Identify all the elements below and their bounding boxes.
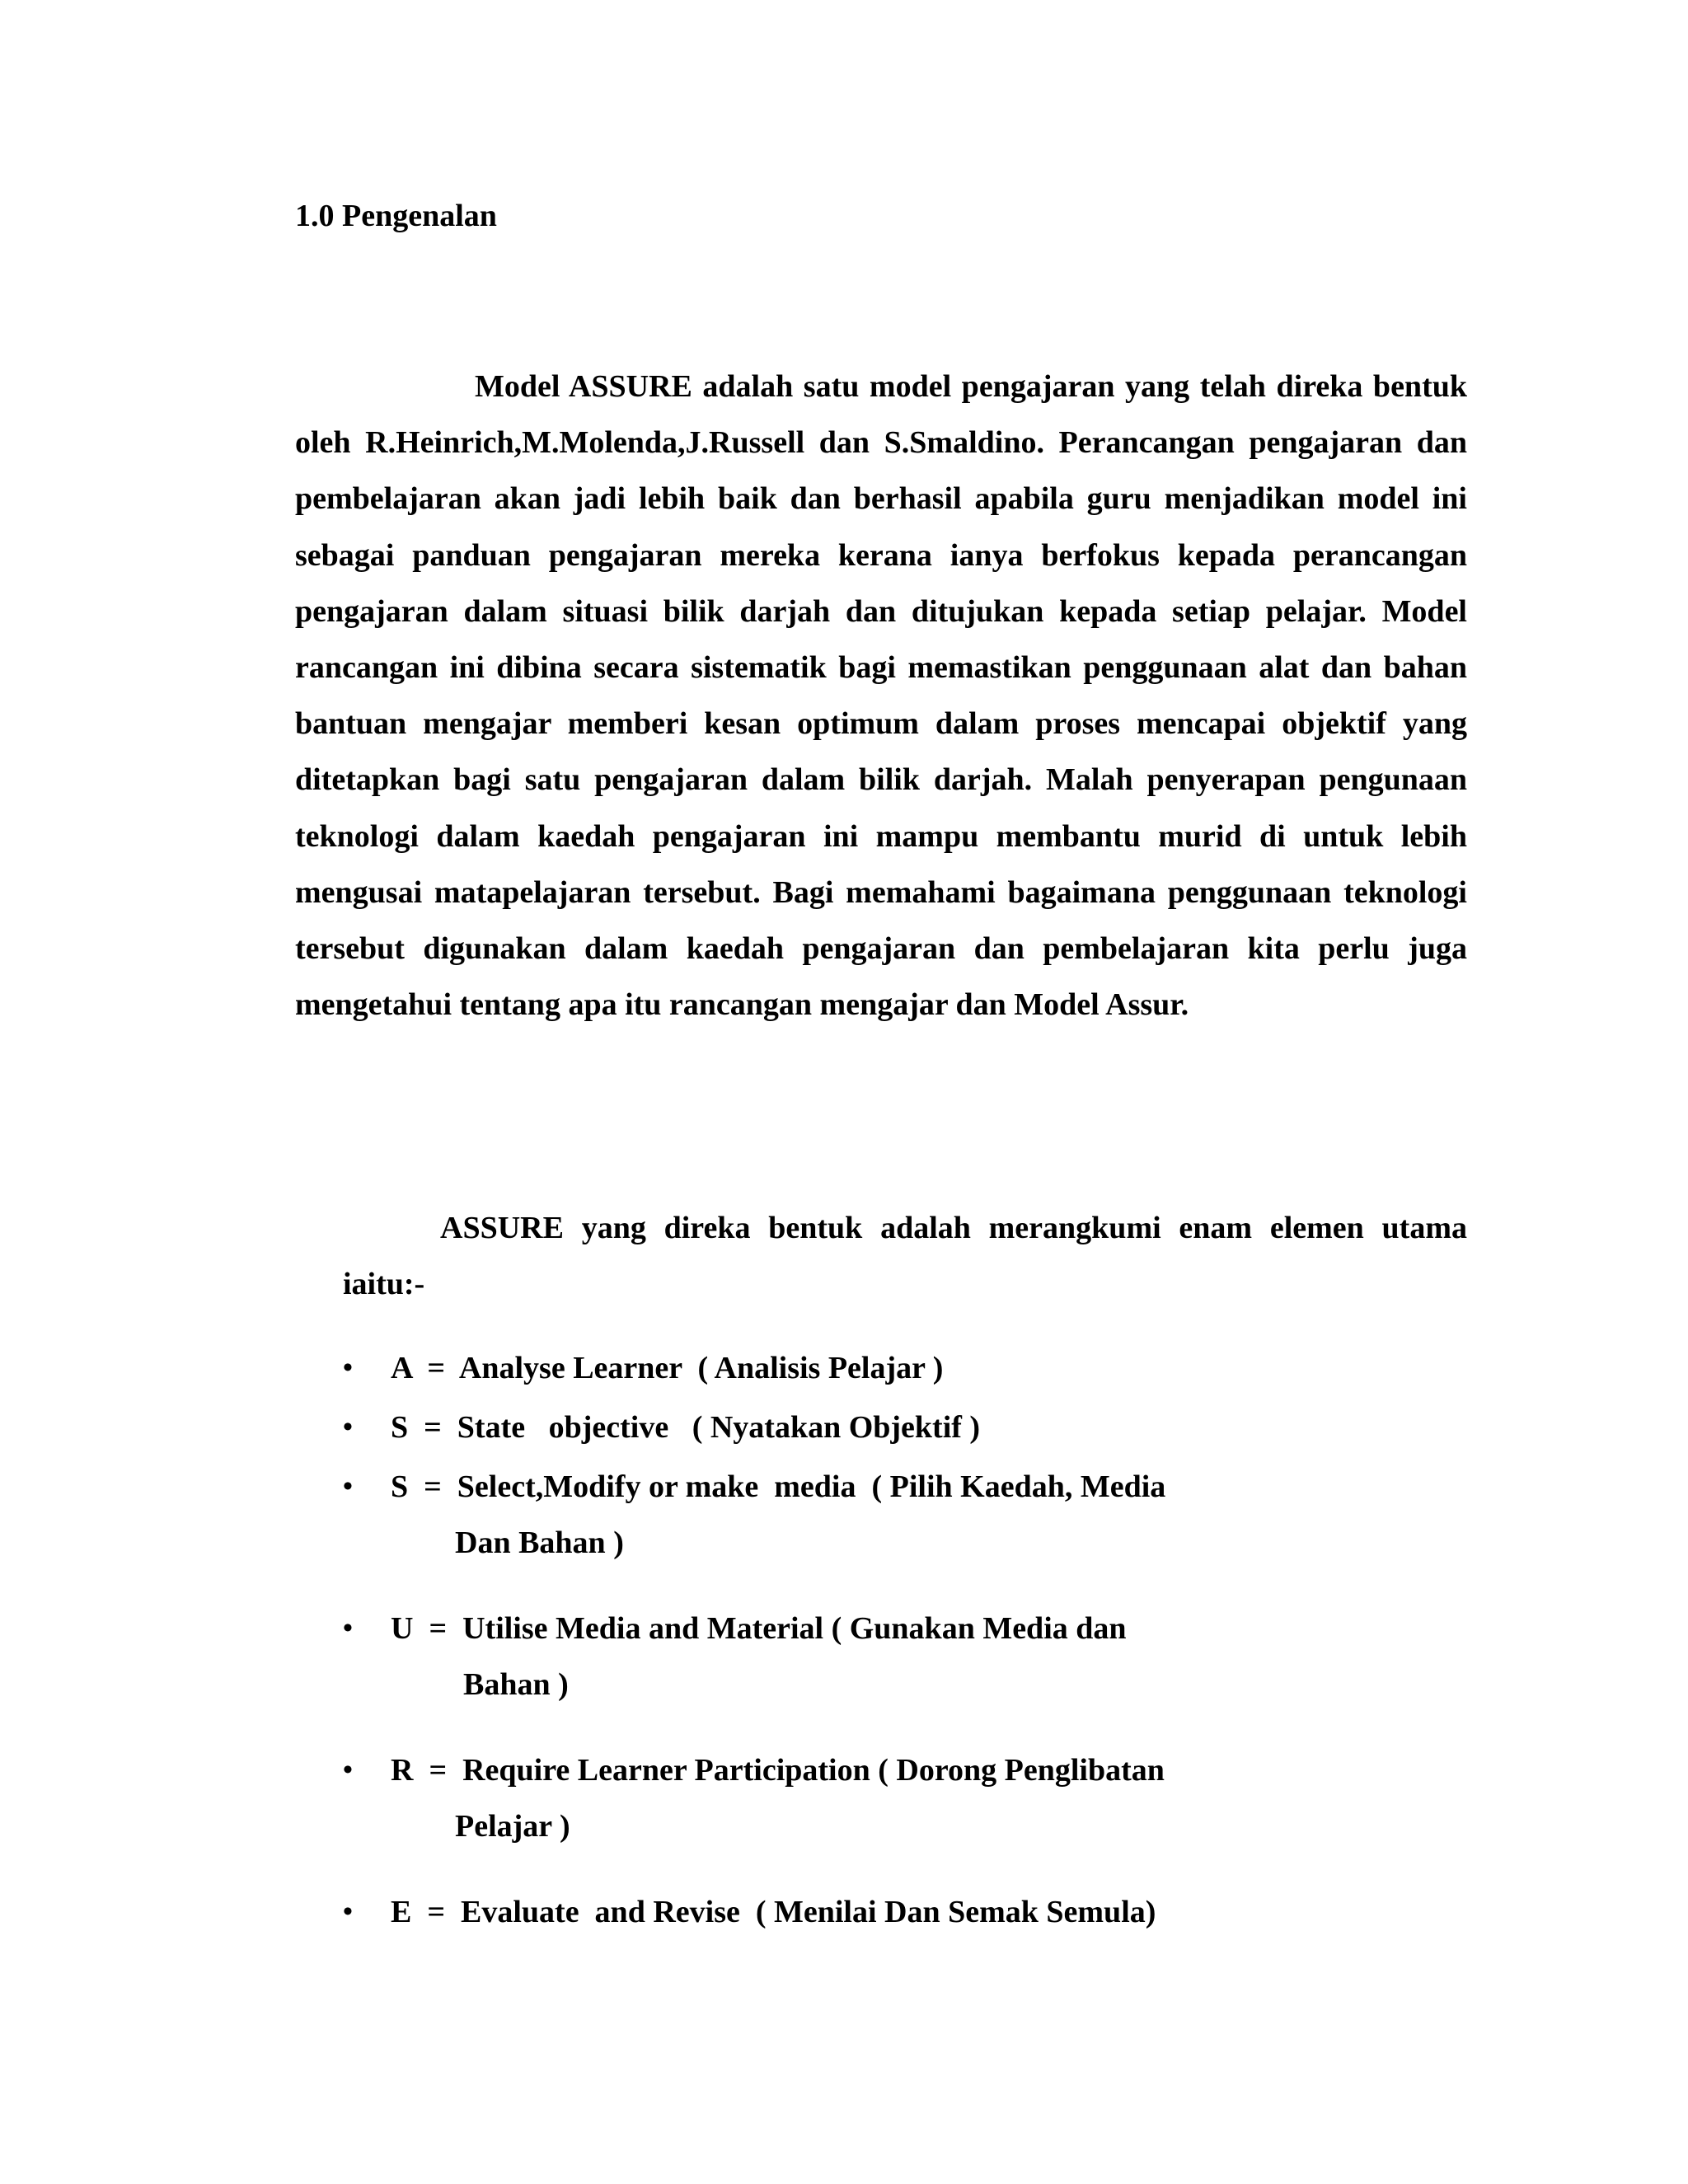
list-item: [343, 1340, 1332, 1396]
intro-paragraph: Model ASSURE adalah satu model pengajaran yang telah direka bentuk oleh R.Heinrich,M.Molenda,J.Russell dan S.Smaldino. Perancangan pengajaran dan pembelajaran akan jadi lebih baik dan berhasil apabila guru menjadikan model ini sebagai panduan pengajaran mereka kerana ianya berfokus kepada perancangan pengajaran dalam situasi bilik darjah dan ditujukan kepada setiap pelajar. Model rancangan ini dibina secara sistematik bagi memastikan penggunaan alat dan bahan bantuan mengajar memberi kesan optimum dalam proses mencapai objektif yang ditetapkan bagi satu pengajaran dalam bilik darjah. Malah penyerapan pengunaan teknologi dalam kaedah pengajaran ini mampu membantu murid di untuk lebih mengusai matapelajaran tersebut. Bagi memahami bagaimana penggunaan teknologi tersebut digunakan dalam kaedah pengajaran dan pembelajaran kita perlu juga mengetahui tentang apa itu rancangan mengajar dan Model Assur.: [295, 369, 1467, 1023]
bullet-icon: •: [343, 1613, 353, 1643]
list-item: [343, 1459, 1332, 1571]
element-continuation: Dan Bahan ): [455, 1526, 624, 1560]
element-line: A = Analyse Learner ( Analisis Pelajar ): [391, 1351, 944, 1385]
bullet-icon: •: [343, 1471, 353, 1502]
bullet-icon: •: [343, 1896, 353, 1927]
element-continuation: Pelajar ): [455, 1809, 570, 1844]
bullet-icon: •: [343, 1352, 353, 1383]
bullet-icon: •: [343, 1412, 353, 1442]
element-continuation: Bahan ): [463, 1667, 569, 1702]
element-line: U = Utilise Media and Material ( Gunakan Media dan: [391, 1611, 1127, 1646]
element-line: S = State objective ( Nyatakan Objektif ): [391, 1410, 981, 1445]
bullet-icon: •: [343, 1755, 353, 1785]
list-item: [343, 1742, 1332, 1854]
element-line: E = Evaluate and Revise ( Menilai Dan Semak Semula): [391, 1895, 1156, 1929]
list-item: [343, 1601, 1332, 1713]
section-heading: 1.0 Pengenalan: [295, 199, 497, 233]
assure-lead-paragraph: ASSURE yang direka bentuk adalah merangkumi enam elemen utama iaitu:-: [343, 1211, 1467, 1301]
element-line: S = Select,Modify or make media ( Pilih Kaedah, Media: [391, 1469, 1166, 1504]
assure-elements-list: [343, 1340, 1332, 1940]
list-item: [343, 1884, 1332, 1940]
list-item: [343, 1399, 1332, 1455]
element-line: R = Require Learner Participation ( Dorong Penglibatan: [391, 1753, 1165, 1788]
